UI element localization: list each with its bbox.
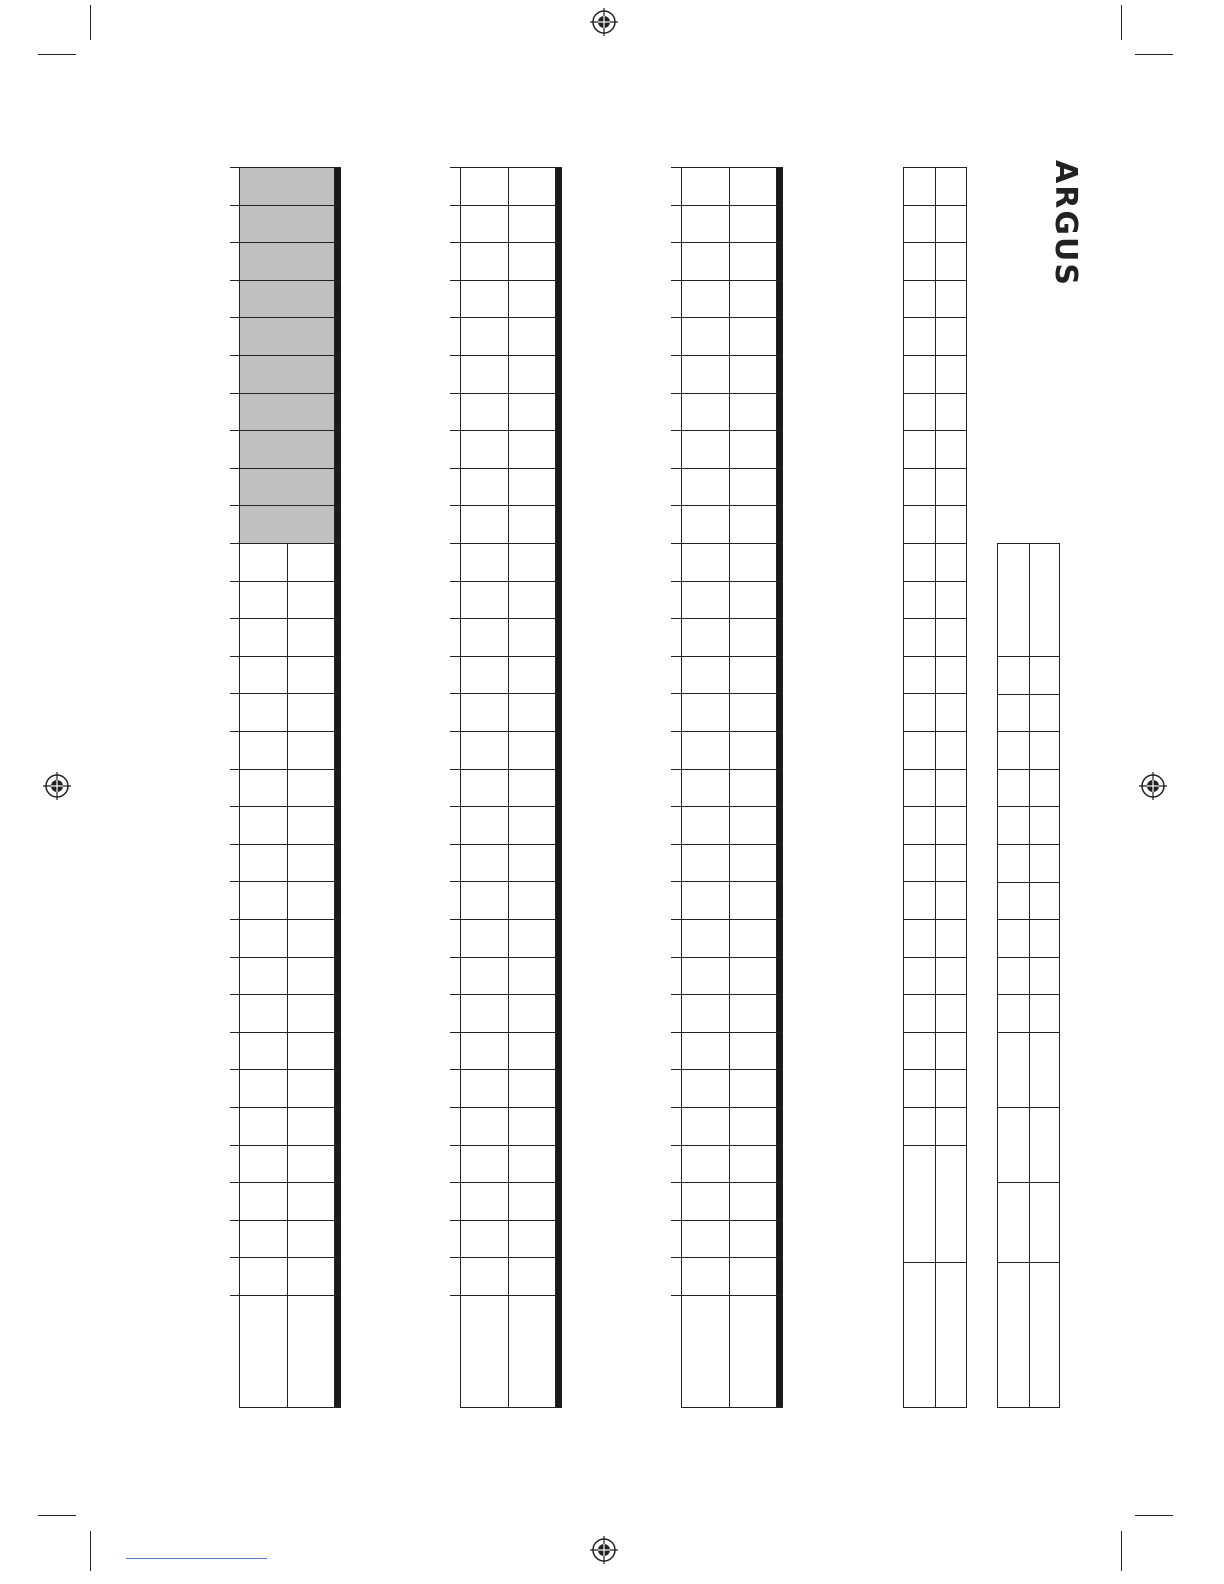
table-row-line: [671, 317, 783, 318]
table-row-line: [903, 280, 967, 281]
table-row-line: [230, 1295, 341, 1296]
crop-mark-icon: [1135, 1515, 1173, 1516]
table-row-line: [671, 919, 783, 920]
table-row-line: [230, 1069, 341, 1070]
table-row-line: [997, 769, 1060, 770]
table-row-line: [903, 994, 967, 995]
table-row-line: [903, 1262, 967, 1263]
table-row-line: [450, 280, 562, 281]
table-row-line: [230, 242, 341, 243]
table-row-line: [450, 205, 562, 206]
table-row-line: [230, 806, 341, 807]
registration-mark-icon: [590, 1536, 618, 1564]
table-row-line: [903, 581, 967, 582]
table-row-line: [903, 468, 967, 469]
table-row-line: [671, 543, 783, 544]
table-row-line: [230, 393, 341, 394]
table-row-line: [230, 468, 341, 469]
table-row-line: [671, 468, 783, 469]
table-row-line: [903, 430, 967, 431]
table-row-line: [671, 167, 783, 168]
table-column-divider: [508, 167, 509, 1407]
crop-mark-icon: [38, 1515, 76, 1516]
table-column-divider: [287, 543, 288, 1407]
table-column-divider: [935, 167, 936, 1407]
table-row-line: [671, 393, 783, 394]
table-border-left: [997, 543, 998, 1407]
table-row-line: [903, 957, 967, 958]
table-row-line: [230, 769, 341, 770]
table-row-line: [450, 1032, 562, 1033]
table-row-line: [997, 844, 1060, 845]
table-row-line: [239, 1407, 341, 1408]
table-row-line: [903, 1032, 967, 1033]
table-row-line: [903, 731, 967, 732]
table-row-line: [671, 581, 783, 582]
crop-mark-icon: [1121, 1531, 1122, 1571]
table-row-line: [230, 505, 341, 506]
table-row-line: [997, 694, 1060, 695]
registration-mark-icon: [43, 772, 71, 800]
table-row-line: [450, 881, 562, 882]
table-row-line: [903, 543, 967, 544]
crop-mark-icon: [1121, 5, 1122, 40]
table-row-line: [903, 881, 967, 882]
table-row-line: [997, 882, 1060, 883]
table-row-line: [230, 355, 341, 356]
table-row-line: [671, 1032, 783, 1033]
table-row-line: [230, 656, 341, 657]
table-row-line: [230, 881, 341, 882]
table-row-line: [903, 1107, 967, 1108]
table-border-left: [903, 167, 904, 1407]
table-row-line: [997, 656, 1060, 657]
table-border-left: [239, 167, 240, 1407]
table-row-line: [450, 1069, 562, 1070]
table-row-line: [671, 656, 783, 657]
table-border-right: [1059, 543, 1060, 1407]
table-row-line: [903, 693, 967, 694]
table-row-line: [671, 844, 783, 845]
table-row-line: [450, 355, 562, 356]
table-row-line: [671, 957, 783, 958]
table-row-line: [671, 881, 783, 882]
table-row-line: [997, 1182, 1060, 1183]
table-row-line: [450, 618, 562, 619]
table-row-line: [450, 806, 562, 807]
table-row-line: [671, 205, 783, 206]
table-thick-edge: [335, 167, 341, 1407]
table-row-line: [450, 1257, 562, 1258]
table-thick-edge: [777, 167, 783, 1407]
table-row-line: [450, 731, 562, 732]
table-row-line: [671, 1220, 783, 1221]
table-row-line: [903, 1145, 967, 1146]
table-row-line: [997, 1032, 1060, 1033]
table-row-line: [903, 919, 967, 920]
table-row-line: [450, 1182, 562, 1183]
table-row-line: [230, 618, 341, 619]
table-row-line: [230, 957, 341, 958]
table-row-line: [903, 844, 967, 845]
table-row-line: [903, 1069, 967, 1070]
table-row-line: [671, 1295, 783, 1296]
table-row-line: [230, 919, 341, 920]
table-row-line: [230, 1257, 341, 1258]
table-row-line: [997, 806, 1060, 807]
link-underline: [126, 1558, 267, 1559]
table-row-line: [997, 1107, 1060, 1108]
logo-text: ARGUS: [1047, 159, 1083, 287]
table-row-line: [450, 994, 562, 995]
table-row-line: [903, 656, 967, 657]
table-row-line: [997, 1262, 1060, 1263]
table-row-line: [230, 581, 341, 582]
table-row-line: [230, 317, 341, 318]
table-row-line: [671, 994, 783, 995]
table-row-line: [230, 1182, 341, 1183]
crop-mark-icon: [38, 54, 76, 55]
table-row-line: [230, 205, 341, 206]
table-row-line: [230, 543, 341, 544]
table-row-line: [450, 543, 562, 544]
argus-logo: [1010, 159, 1120, 287]
table-row-line: [903, 393, 967, 394]
crop-mark-icon: [90, 1531, 91, 1571]
registration-mark-icon: [1139, 772, 1167, 800]
table-row-line: [450, 656, 562, 657]
table-row-line: [450, 844, 562, 845]
table-row-line: [450, 393, 562, 394]
table-row-line: [997, 919, 1060, 920]
table-row-line: [450, 317, 562, 318]
table-row-line: [671, 1069, 783, 1070]
crop-mark-icon: [1135, 54, 1173, 55]
table-row-line: [671, 505, 783, 506]
table-row-line: [997, 731, 1060, 732]
table-row-line: [450, 505, 562, 506]
table-row-line: [903, 167, 967, 168]
table-row-line: [903, 355, 967, 356]
table-row-line: [230, 1032, 341, 1033]
table-row-line: [450, 581, 562, 582]
table-row-line: [450, 167, 562, 168]
table-row-line: [681, 1407, 783, 1408]
table-row-line: [450, 1220, 562, 1221]
table-row-line: [903, 242, 967, 243]
table-row-line: [230, 1107, 341, 1108]
table-row-line: [671, 769, 783, 770]
table-row-line: [671, 1145, 783, 1146]
table-row-line: [460, 1407, 562, 1408]
table-row-line: [671, 806, 783, 807]
table-row-line: [230, 994, 341, 995]
table-row-line: [450, 1145, 562, 1146]
table-row-line: [997, 994, 1060, 995]
table-row-line: [671, 618, 783, 619]
table-row-line: [671, 693, 783, 694]
table-row-line: [450, 957, 562, 958]
table-column-divider: [1029, 543, 1030, 1407]
table-row-line: [903, 317, 967, 318]
table-row-line: [230, 1220, 341, 1221]
table-row-line: [671, 1257, 783, 1258]
table-row-line: [450, 769, 562, 770]
table-row-line: [903, 205, 967, 206]
table-row-line: [671, 242, 783, 243]
table-row-line: [997, 957, 1060, 958]
table-row-line: [671, 731, 783, 732]
table-thick-edge: [556, 167, 562, 1407]
table-row-line: [671, 355, 783, 356]
table-row-line: [903, 806, 967, 807]
table-row-line: [671, 280, 783, 281]
table-row-line: [903, 618, 967, 619]
table-row-line: [450, 919, 562, 920]
table-row-line: [997, 543, 1060, 544]
table-row-line: [997, 1407, 1060, 1408]
table-row-line: [230, 167, 341, 168]
table-row-line: [903, 1407, 967, 1408]
table-row-line: [450, 1107, 562, 1108]
table-row-line: [230, 280, 341, 281]
table-row-line: [671, 430, 783, 431]
table-border-left: [681, 167, 682, 1407]
crop-mark-icon: [90, 5, 91, 40]
table-row-line: [903, 505, 967, 506]
table-border-left: [460, 167, 461, 1407]
table-row-line: [230, 430, 341, 431]
table-row-line: [230, 1145, 341, 1146]
table-column-divider: [729, 167, 730, 1407]
table-row-line: [450, 693, 562, 694]
table-row-line: [450, 1295, 562, 1296]
table-row-line: [450, 468, 562, 469]
table-row-line: [230, 693, 341, 694]
table-row-line: [671, 1107, 783, 1108]
table-row-line: [671, 1182, 783, 1183]
table-row-line: [903, 769, 967, 770]
table-border-right: [966, 167, 967, 1407]
table-row-line: [230, 844, 341, 845]
registration-mark-icon: [590, 8, 618, 36]
table-row-line: [450, 430, 562, 431]
table-row-line: [450, 242, 562, 243]
table-row-line: [230, 731, 341, 732]
